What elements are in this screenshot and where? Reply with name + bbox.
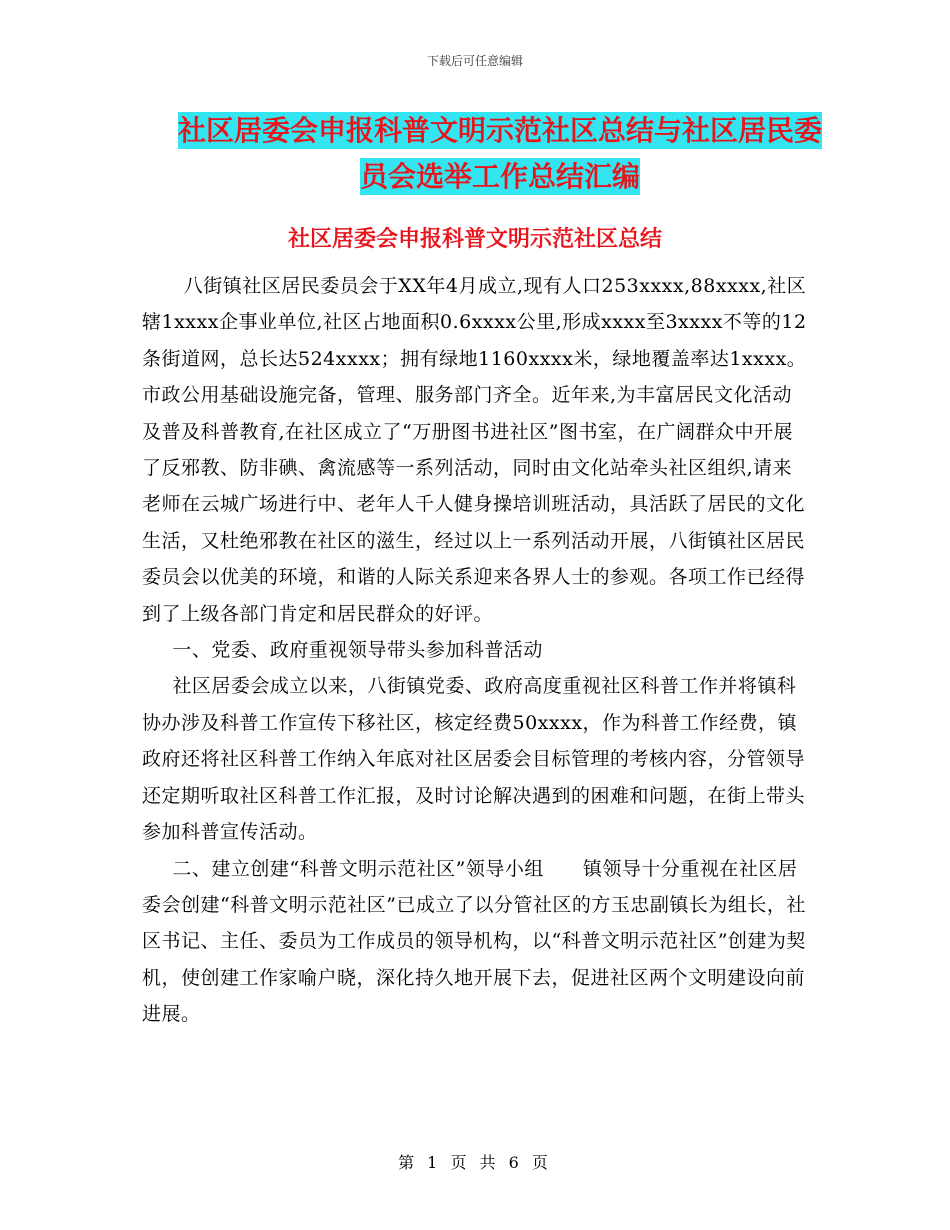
page-footer: 第 1 页 共 6 页 bbox=[398, 1153, 552, 1172]
header-note: 下载后可任意编辑 bbox=[426, 54, 523, 68]
body-text bbox=[142, 268, 810, 1033]
title-line-1: 社区居委会申报科普文明示范社区总结与社区居民委 bbox=[177, 114, 822, 147]
section-title: 社区居委会申报科普文明示范社区总结 bbox=[287, 227, 662, 252]
paragraph-intro: 八街镇社区居民委员会于XX年4月成立,现有人口253xxxx,88xxxx,社区辖1xxxx企事业单位,社区占地面积0.6xxxx公里,形成xxxx至3xxxx不等的12条街道网，总长达524xxxx；拥有绿地1160xxxx米，绿地覆盖率达1xxxx。市政公用基础设施完备，管理、服务部门齐全。近年来,为丰富居民文化活动及普及科普教育,在社区成立了“万册图书进社区”图书室，在广阔群众中开展了反邪教、防非碘、禽流感等一系列活动，同时由文化站牵头社区组织,请来老师在云城广场进行中、老年人千人健身操培训班活动，具活跃了居民的文化生活，又杜绝邪教在社区的滋生，经过以上一系列活动开展，八街镇社区居民委员会以优美的环境，和谐的人际关系迎来各界人士的参观。各项工作已经得到了上级各部门肯定和居民群众的好评。 bbox=[142, 275, 807, 625]
heading-one: 一、党委、政府重视领导带头参加科普活动 bbox=[172, 639, 543, 662]
paragraph-one: 社区居委会成立以来，八街镇党委、政府高度重视社区科普工作并将镇科协办涉及科普工作宣传下移社区，核定经费50xxxx，作为科普工作经费，镇政府还将社区科普工作纳入年底对社区居委会目标管理的考核内容，分管领导还定期听取社区科普工作汇报，及时讨论解决遇到的困难和问题，在街上带头参加科普宣传活动。 bbox=[142, 675, 806, 844]
paragraph-two: 二、建立创建“科普文明示范社区”领导小组 镇领导十分重视在社区居委会创建“科普文明示范社区”已成立了以分管社区的方玉忠副镇长为组长，社区书记、主任、委员为工作成员的领导机构，以“科普文明示范社区”创建为契机，使创建工作家喻户晓，深化持久地开展下去，促进社区两个文明建设向前进展。 bbox=[142, 857, 806, 1026]
document-title bbox=[140, 108, 860, 200]
title-line-2: 员会选举工作总结汇编 bbox=[359, 160, 640, 193]
